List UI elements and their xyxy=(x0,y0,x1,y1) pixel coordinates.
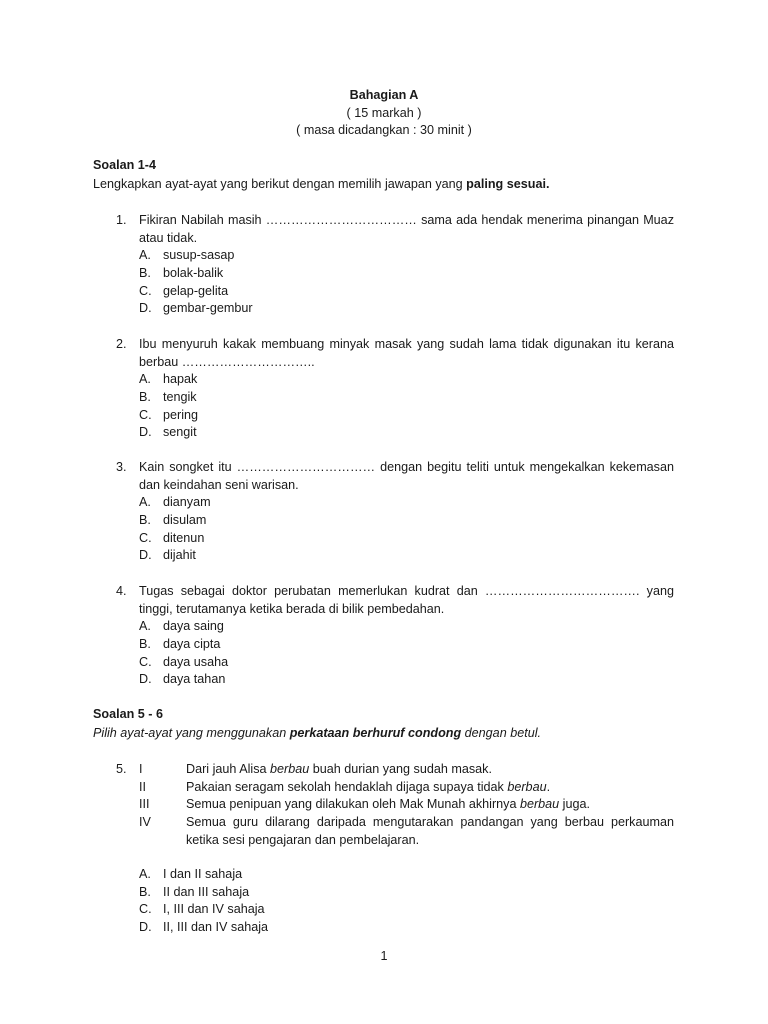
option-text: sengit xyxy=(163,425,197,440)
option-letter: C. xyxy=(139,407,152,422)
option-b[interactable] xyxy=(139,512,674,530)
option-c[interactable] xyxy=(139,901,674,919)
option-letter: B. xyxy=(139,266,151,281)
option-letter: B. xyxy=(139,390,151,405)
option-letter: C. xyxy=(139,902,152,917)
time-label: ( masa dicadangkan : 30 minit ) xyxy=(296,123,472,137)
option-text: daya saing xyxy=(163,619,224,634)
option-d[interactable] xyxy=(139,424,674,442)
option-text: ditenun xyxy=(163,530,205,545)
option-b[interactable] xyxy=(139,636,674,654)
option-letter: B. xyxy=(139,513,151,528)
question-3 xyxy=(116,459,674,565)
option-letter: A. xyxy=(139,867,151,881)
option-letter: A. xyxy=(139,495,151,510)
option-list xyxy=(139,247,674,318)
option-text: daya cipta xyxy=(163,637,221,652)
option-letter: C. xyxy=(139,530,152,545)
option-text: tengik xyxy=(163,390,197,405)
option-text: bolak-balik xyxy=(163,266,224,281)
option-text: pering xyxy=(163,407,199,422)
option-text: susup-sasap xyxy=(163,248,235,263)
option-text: daya tahan xyxy=(163,672,226,687)
statement-list xyxy=(139,761,674,850)
option-list xyxy=(139,371,674,442)
option-letter: B. xyxy=(139,637,151,652)
option-text: daya usaha xyxy=(163,654,229,669)
option-c[interactable] xyxy=(139,654,674,672)
option-c[interactable] xyxy=(139,283,674,301)
option-a[interactable] xyxy=(139,618,674,636)
question-1 xyxy=(116,212,674,318)
option-letter: D. xyxy=(139,920,152,935)
statement-i: I Dari jauh Alisa berbau buah durian yang sudah masak. xyxy=(139,761,674,779)
page-number: 1 xyxy=(380,949,388,963)
option-c[interactable] xyxy=(139,407,674,425)
option-text: gembar-gembur xyxy=(163,301,253,316)
question-stem: Tugas sebagai doktor perubatan memerlukan kudrat dan ………………………………. yang tinggi, terutamanya ketika berada di bilik pembedahan. xyxy=(139,584,674,616)
section2-heading: Soalan 5 - 6 xyxy=(93,707,163,721)
roman-numeral: IV xyxy=(139,815,151,830)
option-list xyxy=(139,618,674,689)
option-letter: A. xyxy=(139,372,151,387)
section1-heading: Soalan 1-4 xyxy=(93,158,156,172)
option-text: hapak xyxy=(163,372,198,387)
option-a[interactable] xyxy=(139,371,674,389)
option-letter: D. xyxy=(139,672,152,687)
roman-numeral: III xyxy=(139,797,150,812)
option-text: II, III dan IV sahaja xyxy=(163,920,269,935)
question-2 xyxy=(116,336,674,442)
marks-label: ( 15 markah ) xyxy=(346,106,422,120)
option-d[interactable] xyxy=(139,919,674,937)
option-letter: A. xyxy=(139,248,151,263)
option-d[interactable] xyxy=(139,300,674,318)
option-letter: C. xyxy=(139,283,152,298)
option-list xyxy=(139,866,674,937)
section1-instruction: Lengkapkan ayat-ayat yang berikut dengan memilih jawapan yang paling sesuai. xyxy=(93,177,550,191)
question-stem: Fikiran Nabilah masih ……………………………… sama ada hendak menerima pinangan Muaz atau tidak. xyxy=(139,213,674,245)
option-letter: A. xyxy=(139,619,151,634)
option-letter: C. xyxy=(139,654,152,669)
option-text: I, III dan IV sahaja xyxy=(163,902,265,917)
option-letter: B. xyxy=(139,884,151,899)
section2-instruction: Pilih ayat-ayat yang menggunakan perkataan berhuruf condong dengan betul. xyxy=(93,726,542,740)
question-stem: Kain songket itu …………………………… dengan begitu teliti untuk mengekalkan kekemasan dan keindahan seni warisan. xyxy=(139,460,674,492)
question-number: 1. xyxy=(116,213,127,227)
question-number: 4. xyxy=(116,584,127,598)
roman-numeral: II xyxy=(139,779,146,794)
question-5-options xyxy=(139,866,674,937)
option-b[interactable] xyxy=(139,265,674,283)
option-list xyxy=(139,494,674,565)
question-number: 3. xyxy=(116,460,127,474)
option-letter: D. xyxy=(139,425,152,440)
statement-iii: III Semua penipuan yang dilakukan oleh Mak Munah akhirnya berbau juga. xyxy=(139,796,674,814)
option-c[interactable] xyxy=(139,530,674,548)
option-b[interactable] xyxy=(139,389,674,407)
roman-numeral: I xyxy=(139,762,143,776)
question-stem: Ibu menyuruh kakak membuang minyak masak yang sudah lama tidak digunakan itu kerana berbau ………………………….. xyxy=(139,337,674,369)
option-letter: D. xyxy=(139,548,152,563)
option-d[interactable] xyxy=(139,547,674,565)
option-a[interactable] xyxy=(139,247,674,265)
statement-iv: IV Semua guru dilarang daripada mengutarakan pandangan yang berbau perkauman ketika sesi pengajaran dan pembelajaran. xyxy=(139,815,674,847)
option-a[interactable] xyxy=(139,866,674,884)
option-text: dianyam xyxy=(163,495,211,510)
statement-ii: II Pakaian seragam sekolah hendaklah dijaga supaya tidak berbau. xyxy=(139,779,674,797)
option-a[interactable] xyxy=(139,494,674,512)
option-d[interactable] xyxy=(139,671,674,689)
option-text: gelap-gelita xyxy=(163,283,229,298)
option-text: II dan III sahaja xyxy=(163,884,250,899)
option-text: dijahit xyxy=(163,548,196,563)
question-5 xyxy=(116,761,674,850)
section-title: Bahagian A xyxy=(349,88,419,102)
option-b[interactable] xyxy=(139,884,674,902)
question-number: 5. xyxy=(116,762,127,776)
question-4 xyxy=(116,583,674,689)
question-number: 2. xyxy=(116,337,127,351)
option-text: I dan II sahaja xyxy=(163,867,243,881)
option-text: disulam xyxy=(163,513,207,528)
option-letter: D. xyxy=(139,301,152,316)
